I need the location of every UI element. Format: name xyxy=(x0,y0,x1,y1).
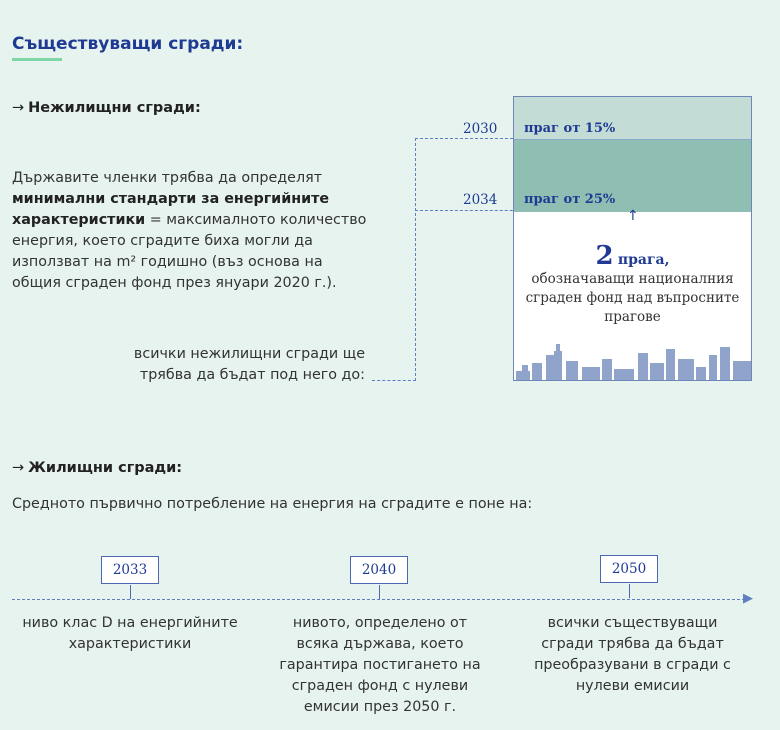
residential-heading-text: Жилищни сгради: xyxy=(28,460,183,476)
threshold-unit: прага, xyxy=(617,252,670,268)
threshold-description xyxy=(514,241,751,327)
arrow-right-icon: → xyxy=(12,100,25,116)
year-2030: 2030 xyxy=(463,121,498,137)
timeline-line xyxy=(12,599,750,600)
residential-heading xyxy=(12,460,182,476)
timeline-stem xyxy=(629,584,630,598)
timeline-stem xyxy=(379,585,380,599)
deadline-text: всички нежилищни сгради ще трябва да бъдат под него до: xyxy=(133,346,365,383)
timeline-text-2033: ниво клас D на енергийните характеристики xyxy=(22,615,238,652)
timeline-text-2040: нивото, определено от всяка държава, което гарантира постигането на сграден фонд с нулеви емисии през 2050 г. xyxy=(279,615,481,715)
connector-vertical xyxy=(415,138,416,381)
threshold-label-25: праг от 25% xyxy=(524,192,616,207)
threshold-desc-text: обозначаващи националния сграден фонд над въпросните прагове xyxy=(525,271,740,325)
timeline-year-2050: 2050 xyxy=(600,555,658,583)
nonresidential-heading-text: Нежилищни сгради: xyxy=(28,100,201,116)
year-2034: 2034 xyxy=(463,192,498,208)
residential-subtitle: Средното първично потребление на енергия на сградите е поне на: xyxy=(12,496,533,512)
page-title: Съществуващи сгради: xyxy=(12,34,244,54)
timeline-year-2033: 2033 xyxy=(101,556,159,584)
nonresidential-paragraph xyxy=(12,168,372,294)
timeline-stem xyxy=(130,585,131,599)
arrow-right-icon: → xyxy=(12,460,25,476)
connector-2030 xyxy=(415,138,513,139)
connector-horizontal xyxy=(372,380,416,381)
threshold-count: 2 xyxy=(595,241,614,271)
para-text-2: = максималното количество енергия, което сградите биха могли да използват на m² годишно (въз основа на общия сграден фонд през януари 2020 г.). xyxy=(12,212,367,291)
para-text-1: Държавите членки трябва да определят xyxy=(12,170,323,186)
threshold-box xyxy=(513,96,752,381)
para-bold-text: минимални стандарти за енергийните характеристики xyxy=(12,191,330,228)
threshold-label-15: праг от 15% xyxy=(524,121,616,136)
timeline-text-2050: всички съществуващи сгради трябва да бъдат преобразувани в сгради с нулеви емисии xyxy=(534,615,731,694)
timeline-year-2040: 2040 xyxy=(350,556,408,584)
title-underline xyxy=(12,58,62,61)
nonresidential-heading xyxy=(12,100,201,116)
timeline-arrow-icon: ▶ xyxy=(743,591,753,606)
city-skyline-icon xyxy=(514,341,752,381)
arrow-up-icon: ↑ xyxy=(627,208,639,224)
